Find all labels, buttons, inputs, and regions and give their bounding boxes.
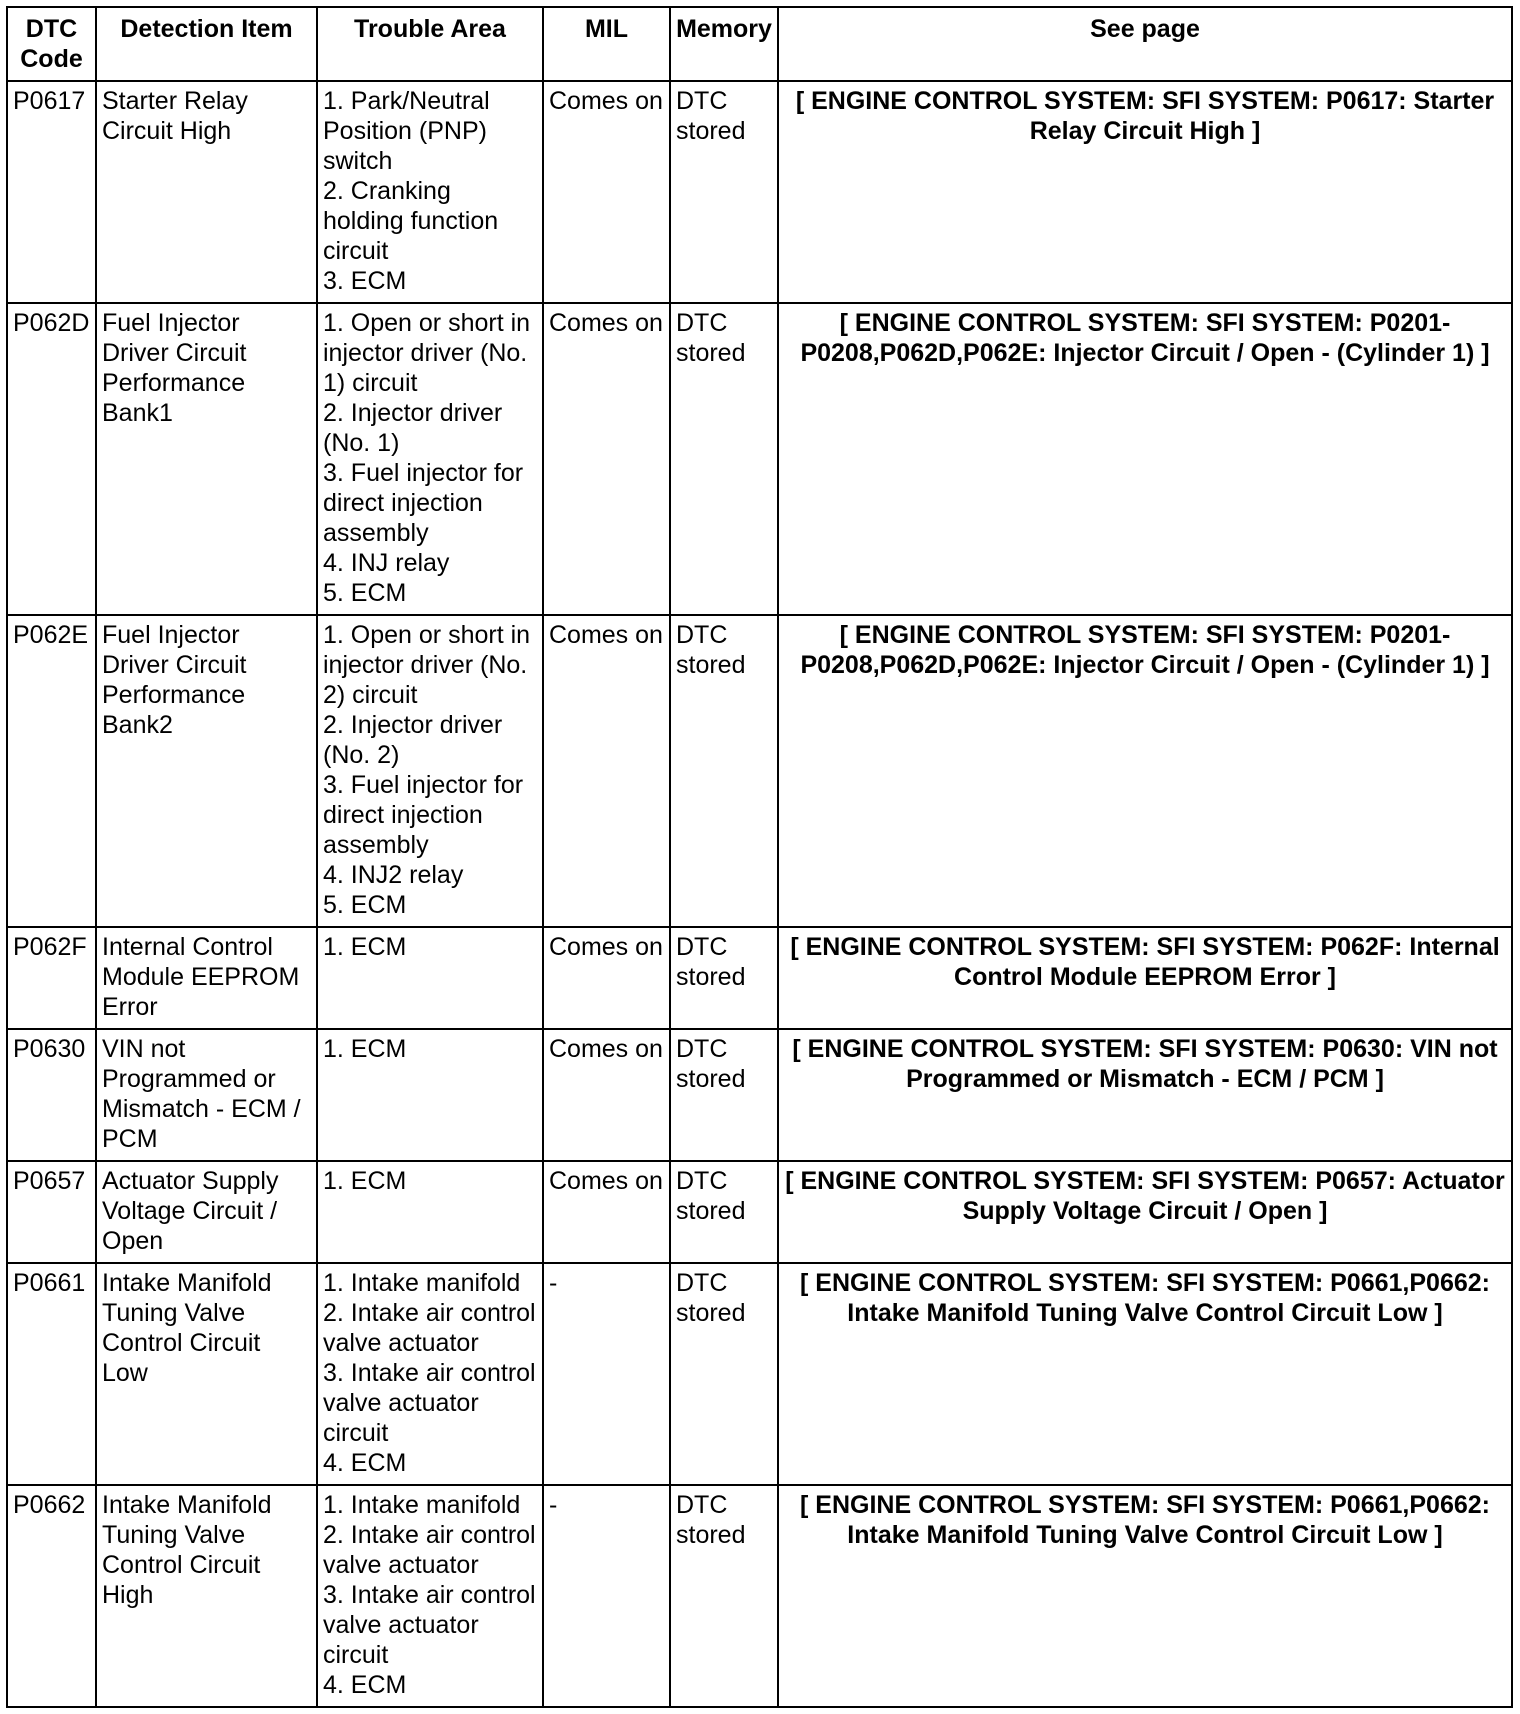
dtc-code-cell: P0617 [7,81,96,303]
trouble-area-line: 1. Park/Neutral Position (PNP) switch [323,87,490,175]
detection-item-cell: Intake Manifold Tuning Valve Control Circuit Low [96,1263,317,1485]
trouble-area-line: 1. ECM [323,933,407,961]
table-row [7,1263,1512,1485]
mil-cell: Comes on [543,81,670,303]
detection-item-cell: Fuel Injector Driver Circuit Performance Bank2 [96,615,317,927]
detection-item-cell: Starter Relay Circuit High [96,81,317,303]
header-memory: Memory [670,7,778,81]
mil-cell: Comes on [543,927,670,1029]
trouble-area-line: 1. Open or short in injector driver (No. 2) circuit [323,621,531,709]
header-detection-item: Detection Item [96,7,317,81]
dtc-code-cell: P0657 [7,1161,96,1263]
table-row [7,927,1512,1029]
dtc-table-container [6,6,1513,1708]
trouble-area-line: 2. Intake air control valve actuator [323,1521,536,1579]
header-trouble-area: Trouble Area [317,7,543,81]
dtc-code-cell: P0661 [7,1263,96,1485]
memory-cell: DTC stored [670,1029,778,1161]
trouble-area-line: 1. ECM [323,1167,407,1195]
trouble-area-line: 2. Cranking holding function circuit [323,177,499,265]
table-row [7,1485,1512,1707]
memory-cell: DTC stored [670,927,778,1029]
see-page-link[interactable]: [ ENGINE CONTROL SYSTEM: SFI SYSTEM: P062F: Internal Control Module EEPROM Error ] [778,927,1512,1029]
trouble-area-line: 4. ECM [323,1671,407,1699]
mil-cell: Comes on [543,303,670,615]
trouble-area-cell [317,615,543,927]
dtc-code-cell: P062D [7,303,96,615]
dtc-code-cell: P062E [7,615,96,927]
trouble-area-line: 5. ECM [323,579,407,607]
memory-cell: DTC stored [670,81,778,303]
trouble-area-line: 4. INJ2 relay [323,861,464,889]
table-body [7,81,1512,1707]
trouble-area-line: 3. ECM [323,267,407,295]
memory-cell: DTC stored [670,1161,778,1263]
mil-cell: - [543,1263,670,1485]
see-page-link[interactable]: [ ENGINE CONTROL SYSTEM: SFI SYSTEM: P0201-P0208,P062D,P062E: Injector Circuit / Open - (Cylinder 1) ] [778,303,1512,615]
trouble-area-cell [317,1029,543,1161]
detection-item-cell: Internal Control Module EEPROM Error [96,927,317,1029]
trouble-area-cell [317,1161,543,1263]
trouble-area-cell [317,81,543,303]
trouble-area-line: 2. Injector driver (No. 2) [323,711,503,769]
see-page-link[interactable]: [ ENGINE CONTROL SYSTEM: SFI SYSTEM: P0630: VIN not Programmed or Mismatch - ECM / PCM ] [778,1029,1512,1161]
mil-cell: Comes on [543,615,670,927]
see-page-link[interactable]: [ ENGINE CONTROL SYSTEM: SFI SYSTEM: P0661,P0662: Intake Manifold Tuning Valve Control Circuit Low ] [778,1485,1512,1707]
trouble-area-line: 2. Intake air control valve actuator [323,1299,536,1357]
trouble-area-cell [317,303,543,615]
header-see-page: See page [778,7,1512,81]
trouble-area-line: 1. Intake manifold [323,1269,521,1297]
detection-item-cell: Actuator Supply Voltage Circuit / Open [96,1161,317,1263]
mil-cell: Comes on [543,1161,670,1263]
trouble-area-line: 4. ECM [323,1449,407,1477]
trouble-area-cell [317,1263,543,1485]
memory-cell: DTC stored [670,615,778,927]
see-page-link[interactable]: [ ENGINE CONTROL SYSTEM: SFI SYSTEM: P0201-P0208,P062D,P062E: Injector Circuit / Open - (Cylinder 1) ] [778,615,1512,927]
table-row [7,81,1512,303]
dtc-code-cell: P062F [7,927,96,1029]
trouble-area-line: 3. Fuel injector for direct injection assembly [323,459,524,547]
table-row [7,615,1512,927]
dtc-code-cell: P0630 [7,1029,96,1161]
memory-cell: DTC stored [670,1485,778,1707]
trouble-area-cell [317,927,543,1029]
mil-cell: - [543,1485,670,1707]
dtc-code-cell: P0662 [7,1485,96,1707]
header-dtc-code: DTC Code [7,7,96,81]
trouble-area-line: 5. ECM [323,891,407,919]
table-row [7,303,1512,615]
trouble-area-line: 3. Intake air control valve actuator circuit [323,1359,536,1447]
trouble-area-line: 3. Intake air control valve actuator circuit [323,1581,536,1669]
detection-item-cell: Fuel Injector Driver Circuit Performance Bank1 [96,303,317,615]
see-page-link[interactable]: [ ENGINE CONTROL SYSTEM: SFI SYSTEM: P0661,P0662: Intake Manifold Tuning Valve Control Circuit Low ] [778,1263,1512,1485]
trouble-area-cell [317,1485,543,1707]
trouble-area-line: 4. INJ relay [323,549,450,577]
trouble-area-line: 1. ECM [323,1035,407,1063]
trouble-area-line: 1. Open or short in injector driver (No. 1) circuit [323,309,531,397]
dtc-table [6,6,1513,1708]
memory-cell: DTC stored [670,1263,778,1485]
trouble-area-line: 1. Intake manifold [323,1491,521,1519]
memory-cell: DTC stored [670,303,778,615]
see-page-link[interactable]: [ ENGINE CONTROL SYSTEM: SFI SYSTEM: P0617: Starter Relay Circuit High ] [778,81,1512,303]
detection-item-cell: Intake Manifold Tuning Valve Control Circuit High [96,1485,317,1707]
table-row [7,1029,1512,1161]
table-header-row [7,7,1512,81]
detection-item-cell: VIN not Programmed or Mismatch - ECM / PCM [96,1029,317,1161]
mil-cell: Comes on [543,1029,670,1161]
header-mil: MIL [543,7,670,81]
table-row [7,1161,1512,1263]
trouble-area-line: 3. Fuel injector for direct injection assembly [323,771,524,859]
trouble-area-line: 2. Injector driver (No. 1) [323,399,503,457]
see-page-link[interactable]: [ ENGINE CONTROL SYSTEM: SFI SYSTEM: P0657: Actuator Supply Voltage Circuit / Open ] [778,1161,1512,1263]
